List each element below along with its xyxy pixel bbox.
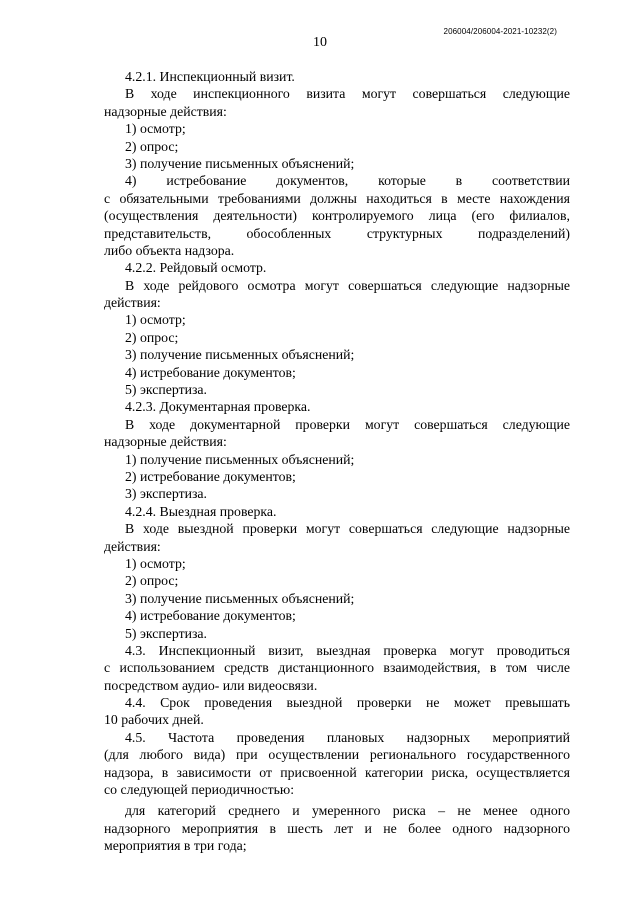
page-number: 10 (313, 35, 327, 50)
text-line: 5) экспертиза. (125, 382, 208, 398)
text-line: с использованием средств дистанционного взаимодействия, в том числе (104, 660, 570, 676)
text-line: 1) получение письменных объяснений; (125, 451, 355, 467)
text-line: В ходе рейдового осмотра могут совершаться следующие надзорные (125, 277, 570, 293)
text-line: действия: (104, 295, 161, 311)
text-line: 4) истребование документов; (125, 608, 296, 624)
text-line: 4.2.3. Документарная проверка. (125, 399, 311, 415)
text-line: 4.5. Частота проведения плановых надзорных мероприятий (125, 729, 570, 745)
text-line: надзорные действия: (104, 103, 227, 119)
text-line: 5) экспертиза. (125, 625, 208, 641)
text-line: надзорного мероприятия в шесть лет и не более одного надзорного (104, 820, 570, 836)
text-line: 3) получение письменных объяснений; (125, 590, 355, 606)
text-line: 4.2.2. Рейдовый осмотр. (125, 260, 267, 276)
text-line: 4.3. Инспекционный визит, выездная проверка могут проводиться (125, 642, 570, 658)
text-line: действия: (104, 538, 161, 554)
text-line: 2) опрос; (125, 329, 179, 345)
text-line: с обязательными требованиями должны находиться в месте нахождения (104, 190, 570, 206)
text-line: 4.4. Срок проведения выездной проверки не может превышать (125, 695, 570, 711)
text-line: со следующей периодичностью: (104, 782, 295, 798)
text-line: 2) истребование документов; (125, 468, 296, 484)
text-line: (для любого вида) при осуществлении регионального государственного (104, 747, 570, 763)
text-line: надзорные действия: (104, 434, 227, 450)
text-line: либо объекта надзора. (104, 242, 235, 258)
text-line: 1) осмотр; (125, 121, 186, 137)
text-line: 4) истребование документов, которые в соответствии (125, 173, 570, 189)
text-line: посредством аудио- или видеосвязи. (104, 677, 318, 693)
text-line: В ходе инспекционного визита могут совершаться следующие (125, 86, 570, 102)
text-line: 1) осмотр; (125, 555, 186, 571)
text-line: мероприятия в три года; (104, 838, 247, 854)
text-line: представительств, обособленных структурных подразделений) (104, 225, 570, 241)
document-body (104, 68, 570, 855)
text-line: 3) получение письменных объяснений; (125, 347, 355, 363)
text-line: для категорий среднего и умеренного риска – не менее одного (125, 803, 570, 819)
text-line: 3) экспертиза. (125, 486, 208, 502)
text-line: 4) истребование документов; (125, 364, 296, 380)
text-line: 4.2.4. Выездная проверка. (125, 503, 277, 519)
text-line: 4.2.1. Инспекционный визит. (125, 69, 295, 84)
text-line: В ходе выездной проверки могут совершаться следующие надзорные (125, 521, 570, 537)
text-line: 3) получение письменных объяснений; (125, 155, 355, 171)
text-line: 2) опрос; (125, 573, 179, 589)
text-line: 2) опрос; (125, 138, 179, 154)
text-line: надзора, в зависимости от присвоенной категории риска, осуществляется (104, 764, 570, 780)
text-line: 10 рабочих дней. (104, 712, 204, 728)
document-id: 206004/206004-2021-10232(2) (443, 27, 557, 36)
text-line: 1) осмотр; (125, 312, 186, 328)
text-line: (осуществления деятельности) контролируемого лица (его филиалов, (104, 208, 570, 224)
text-line: В ходе документарной проверки могут совершаться следующие (125, 416, 570, 432)
